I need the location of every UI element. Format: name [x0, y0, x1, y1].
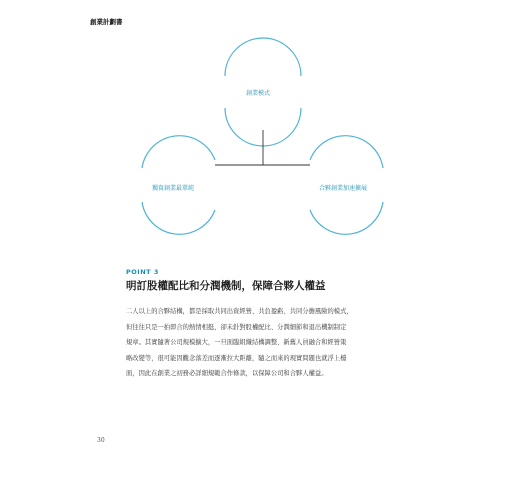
node-label-top: 創業模式 [246, 90, 271, 97]
body-line: 但往往只是一拍即合的熱情相挺，卻未針對股權配比、分潤細節和退出機制制定 [126, 323, 347, 331]
running-head: 創業計劃書 [90, 18, 123, 26]
point-label: POINT 3 [126, 268, 159, 276]
body-line: 二人以上的合夥結構，都是採取共同出資經營、共負盈虧、共同分擔風險的模式， [126, 308, 353, 315]
section-title: 明訂股權配比和分潤機制，保障合夥人權益 [126, 280, 326, 292]
body-paragraph [126, 304, 388, 382]
node-label-left: 獨資創業最單純 [152, 185, 195, 192]
body-line: 面，因此在創業之初務必詳細規範合作條款，以保障公司和合夥人權益。 [126, 370, 328, 377]
body-line: 規章。其實隨著公司規模擴大，一旦面臨組織結構調整、新舊人員融合和經營策 [126, 339, 347, 346]
node-label-right: 合夥創業加速擴展 [319, 185, 368, 192]
page-number: 30 [97, 437, 105, 444]
body-line: 略改變等，很可能因觀念落差而逐漸拉大距離，隨之而來的現實問題也就浮上檯 [126, 354, 347, 362]
